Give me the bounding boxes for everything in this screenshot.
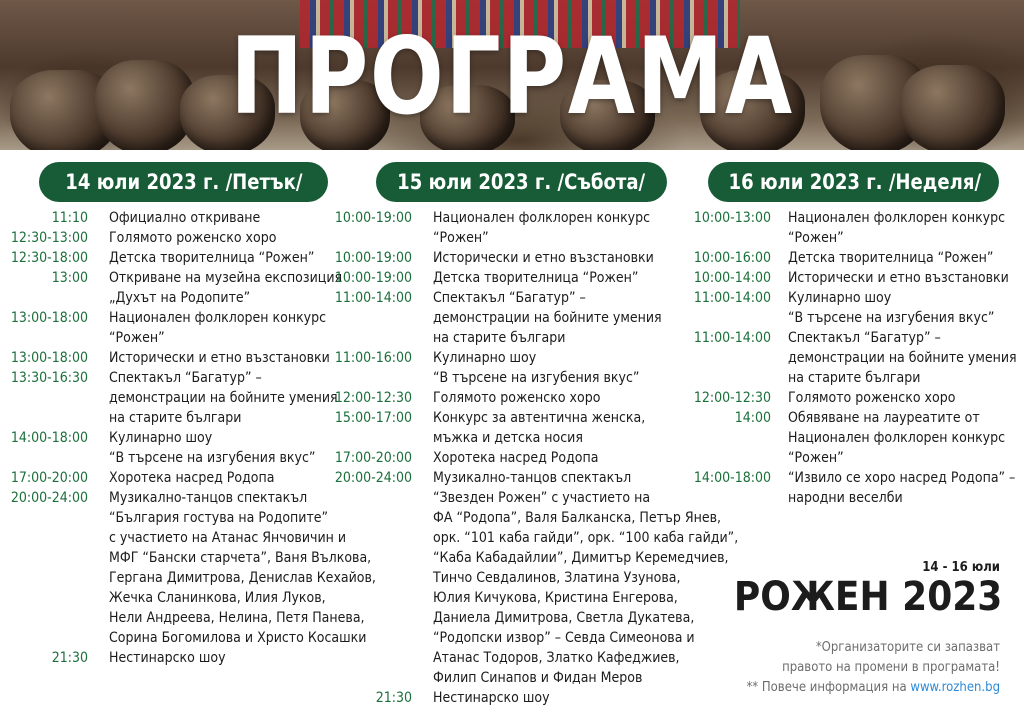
event-line: Официално откриване <box>109 210 261 226</box>
event-line: “В търсене на изгубения вкус” <box>109 450 316 466</box>
event-line: Сорина Богомилова и Христо Косашки <box>109 630 367 646</box>
event-line: Кулинарно шоу <box>433 350 537 366</box>
event-time: 13:00 <box>51 270 88 286</box>
event-line: Исторически и етно възстановки <box>433 250 654 266</box>
event-line: “В търсене на изгубения вкус” <box>433 370 640 386</box>
event-line: Голямото роженско хоро <box>109 230 277 246</box>
event-line: Откриване на музейна експозиция <box>109 270 343 286</box>
event-line: демонстрации на бойните умения <box>433 310 662 326</box>
header-banner <box>0 0 1024 150</box>
event-line: Жечка Сланинкова, Илия Луков, <box>109 590 326 606</box>
event-time: 11:00-14:00 <box>693 330 771 346</box>
event-line: Исторически и етно възстановки <box>788 270 1009 286</box>
schedule-row <box>0 268 1017 288</box>
footnote-3-text: ** Повече информация на <box>746 680 911 695</box>
day-header-friday: 14 юли 2023 г. /Петък/ <box>39 162 328 202</box>
event-time: 11:00-14:00 <box>334 290 412 306</box>
event-time: 10:00-13:00 <box>693 210 771 226</box>
day-header-saturday: 15 юли 2023 г. /Събота/ <box>376 162 667 202</box>
event-line: Тинчо Севдалинов, Златина Узунова, <box>433 570 681 586</box>
event-line: Конкурс за автентична женска, <box>433 410 646 426</box>
event-line: Гергана Димитрова, Денислав Кехайов, <box>109 570 376 586</box>
schedule-sunday <box>0 208 1017 508</box>
event-time: 20:00-24:00 <box>334 470 412 486</box>
event-line: Голямото роженско хоро <box>788 390 956 406</box>
event-line: Филип Синапов и Фидан Меров <box>433 670 643 686</box>
event-time: 14:00 <box>734 410 771 426</box>
event-line: ФА “Родопа”, Валя Балканска, Петър Янев, <box>433 510 721 526</box>
event-line: Музикално-танцов спектакъл <box>433 470 632 486</box>
event-line: Национален фолклорен конкурс <box>788 210 1006 226</box>
event-title <box>788 248 993 268</box>
footnote-1: *Организаторите си запазват <box>815 640 1000 655</box>
event-time: 20:00-24:00 <box>10 490 88 506</box>
festival-dates: 14 - 16 юли <box>922 560 1000 575</box>
website-link[interactable]: www.rozhen.bg <box>910 680 1000 695</box>
event-line: с участието на Атанас Янчовичин и <box>109 530 347 546</box>
schedule-row <box>0 408 1017 468</box>
event-line: “Извило се хоро насред Родопа” – <box>788 470 1016 486</box>
event-line: Музикално-танцов спектакъл <box>109 490 308 506</box>
event-title <box>788 288 994 328</box>
event-time: 12:00-12:30 <box>693 390 771 406</box>
schedule-row <box>0 248 1017 268</box>
event-line: Голямото роженско хоро <box>433 390 601 406</box>
event-time: 12:30-18:00 <box>10 250 88 266</box>
event-line: мъжка и детска носия <box>433 430 583 446</box>
event-line: на старите българи <box>109 410 242 426</box>
event-title <box>788 268 1009 288</box>
schedule-row <box>0 468 1017 508</box>
event-line: “Каба Кабадайлии”, Димитър Керемедчиев, <box>433 550 729 566</box>
event-time: 13:00-18:00 <box>10 310 88 326</box>
event-line: орк. “101 каба гайди”, орк. “100 каба гайди”, <box>433 530 739 546</box>
event-title <box>788 388 955 408</box>
event-line: Национален фолклорен конкурс <box>433 210 651 226</box>
event-line: Детска творителница “Рожен” <box>109 250 315 266</box>
event-title <box>788 328 1017 388</box>
event-line: “В търсене на изгубения вкус” <box>788 310 995 326</box>
event-line: демонстрации на бойните умения <box>788 350 1017 366</box>
schedule-row <box>0 288 1017 328</box>
event-line: демонстрации на бойните умения <box>109 390 338 406</box>
event-line: “Звезден Рожен” с участието на <box>433 490 651 506</box>
event-line: Юлия Кичукова, Кристина Енгерова, <box>433 590 678 606</box>
event-line: Детска творителница “Рожен” <box>433 270 639 286</box>
event-time: 12:00-12:30 <box>334 390 412 406</box>
event-line: на старите българи <box>788 370 921 386</box>
event-time: 21:30 <box>375 690 412 706</box>
event-time: 12:30-13:00 <box>10 230 88 246</box>
event-line: Даниела Димитрова, Светла Дукатева, <box>433 610 695 626</box>
festival-logo-text: РОЖЕН 2023 <box>733 574 1002 620</box>
event-line: Кулинарно шоу <box>109 430 213 446</box>
event-title <box>788 408 1005 468</box>
footnotes <box>746 638 1000 698</box>
footnote-3 <box>746 678 1000 698</box>
event-line: Спектакъл “Багатур” – <box>788 330 941 346</box>
event-line: “България гостува на Родопите” <box>109 510 329 526</box>
schedule-row <box>0 208 1017 248</box>
event-time: 13:00-18:00 <box>10 350 88 366</box>
event-line: Атанас Тодоров, Златко Кафеджиев, <box>433 650 680 666</box>
event-time: 17:00-20:00 <box>334 450 412 466</box>
event-line: Спектакъл “Багатур” – <box>109 370 262 386</box>
page-title: ПРОГРАМА <box>230 15 794 138</box>
event-time: 10:00-16:00 <box>693 250 771 266</box>
event-time: 14:00-18:00 <box>693 470 771 486</box>
event-line: Кулинарно шоу <box>788 290 892 306</box>
event-time: 15:00-17:00 <box>334 410 412 426</box>
footnote-2: правото на промени в програмата! <box>782 660 1000 675</box>
event-line: Детска творителница “Рожен” <box>788 250 994 266</box>
event-line: “Рожен” <box>433 230 489 246</box>
event-line: Хоротека насред Родопа <box>109 470 275 486</box>
event-line: Хоротека насред Родопа <box>433 450 599 466</box>
event-time: 13:30-16:30 <box>10 370 88 386</box>
event-time: 11:10 <box>51 210 88 226</box>
event-line: “Рожен” <box>109 330 165 346</box>
event-time: 14:00-18:00 <box>10 430 88 446</box>
event-line: “Рожен” <box>788 450 844 466</box>
schedule-row <box>0 328 1017 388</box>
event-line: Национален фолклорен конкурс <box>109 310 327 326</box>
event-line: на старите българи <box>433 330 566 346</box>
day-header-sunday: 16 юли 2023 г. /Неделя/ <box>708 162 999 202</box>
event-time: 10:00-14:00 <box>693 270 771 286</box>
event-time: 10:00-19:00 <box>334 210 412 226</box>
event-line: Исторически и етно възстановки <box>109 350 330 366</box>
event-time: 10:00-19:00 <box>334 250 412 266</box>
event-line: Нестинарско шоу <box>433 690 550 706</box>
event-line: Обявяване на лауреатите от <box>788 410 980 426</box>
event-line: Национален фолклорен конкурс <box>788 430 1006 446</box>
event-time: 17:00-20:00 <box>10 470 88 486</box>
event-line: “Рожен” <box>788 230 844 246</box>
schedule-row <box>0 388 1017 408</box>
event-line: народни веселби <box>788 490 903 506</box>
event-line: Нели Андреева, Нелина, Петя Панева, <box>109 610 365 626</box>
event-line: Нестинарско шоу <box>109 650 226 666</box>
event-title <box>433 688 550 708</box>
event-line: “Родопски извор” – Севда Симеонова и <box>433 630 695 646</box>
event-time: 10:00-19:00 <box>334 270 412 286</box>
event-time: 11:00-16:00 <box>334 350 412 366</box>
event-line: „Духът на Родопите” <box>109 290 251 306</box>
event-line: Спектакъл “Багатур” – <box>433 290 586 306</box>
schedule-row <box>0 688 738 708</box>
event-title <box>788 468 1015 508</box>
event-time: 21:30 <box>51 650 88 666</box>
event-time: 11:00-14:00 <box>693 290 771 306</box>
event-line: МФГ “Бански старчета”, Ваня Вълкова, <box>109 550 372 566</box>
event-title <box>788 208 1005 248</box>
